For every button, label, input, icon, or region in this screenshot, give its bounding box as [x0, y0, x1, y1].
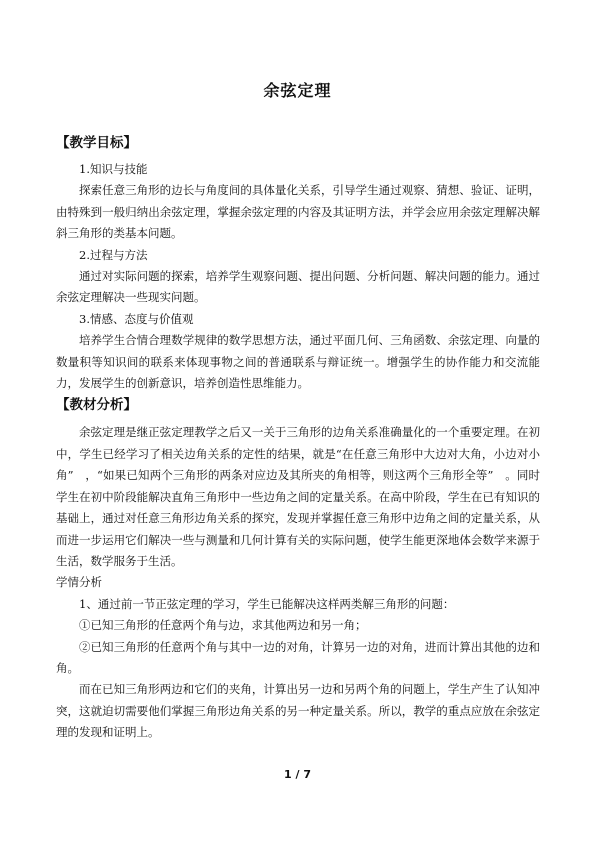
section-heading-textbook-analysis: 【教材分析】	[56, 397, 137, 414]
section-heading-teaching-objectives: 【教学目标】	[56, 135, 137, 151]
learner-analysis-paragraph: 1、通过前一节正弦定理的学习，学生已能解决这样两类解三角形的问题：	[79, 596, 455, 611]
learner-analysis-paragraph: ①已知三角形的任意两个角与边，求其他两边和另一角；	[79, 618, 367, 633]
document-title: 余弦定理	[263, 81, 332, 100]
page-number: 1 / 7	[284, 768, 311, 781]
textbook-analysis-paragraph: 余弦定理是继正弦定理教学之后又一关于三角形的边角关系准确量化的一个重要定理。在初中，学生已经学习了相关边角关系的定性的结果，就是“在任意三角形中大边对大角，小边对小角” ，“如果已知两个三角形的两条对应边及其所夹的角相等，则这两个三角形全等” 。同时学生在初中阶段能解决直角三角形中一些边角之间的定量关系。在高中阶段，学生在已有知识的基础上，通过对任意三角形边角关系的探究，发现并掌握任意三角形中边角之间的定量关系，从而进一步运用它们解决一些与测量和几何计算有关的实际问题，使学生能更深地体会数学来源于生活，数学服务于生活。	[56, 425, 540, 568]
learner-analysis-paragraph: ②已知三角形的任意两个角与其中一边的对角，计算另一边的对角，进而计算出其他的边和角。	[56, 639, 540, 675]
subsection-label-learner-analysis: 学情分析	[56, 575, 102, 590]
objective-item-attitude-text: 培养学生合情合理数学规律的数学思想方法，通过平面几何、三角函数、余弦定理、向量的数量积等知识间的联系来体现事物之间的普通联系与辩证统一。增强学生的协作能力和交流能力，发展学生的创新意识，培养创造性思维能力。	[56, 333, 540, 391]
objective-item-process-label: 2.过程与方法	[79, 247, 148, 262]
objective-item-process-text: 通过对实际问题的探索，培养学生观察问题、提出问题、分析问题、解决问题的能力。通过余弦定理解决一些现实问题。	[56, 269, 540, 305]
learner-analysis-paragraph: 而在已知三角形两边和它们的夹角，计算出另一边和另两个角的问题上，学生产生了认知冲突，这就迫切需要他们掌握三角形边角关系的另一种定量关系。所以，教学的重点应放在余弦定理的发现和证明上。	[56, 682, 540, 740]
objective-item-attitude-label: 3.情感、态度与价值观	[79, 311, 194, 326]
document-body	[56, 132, 540, 744]
objective-item-knowledge-label: 1.知识与技能	[79, 162, 148, 176]
objective-item-knowledge-text: 探索任意三角形的边长与角度间的具体量化关系，引导学生通过观察、猜想、验证、证明，由特殊到一般归纳出余弦定理，掌握余弦定理的内容及其证明方法，并学会应用余弦定理解决解斜三角形的类基本问题。	[56, 183, 540, 241]
